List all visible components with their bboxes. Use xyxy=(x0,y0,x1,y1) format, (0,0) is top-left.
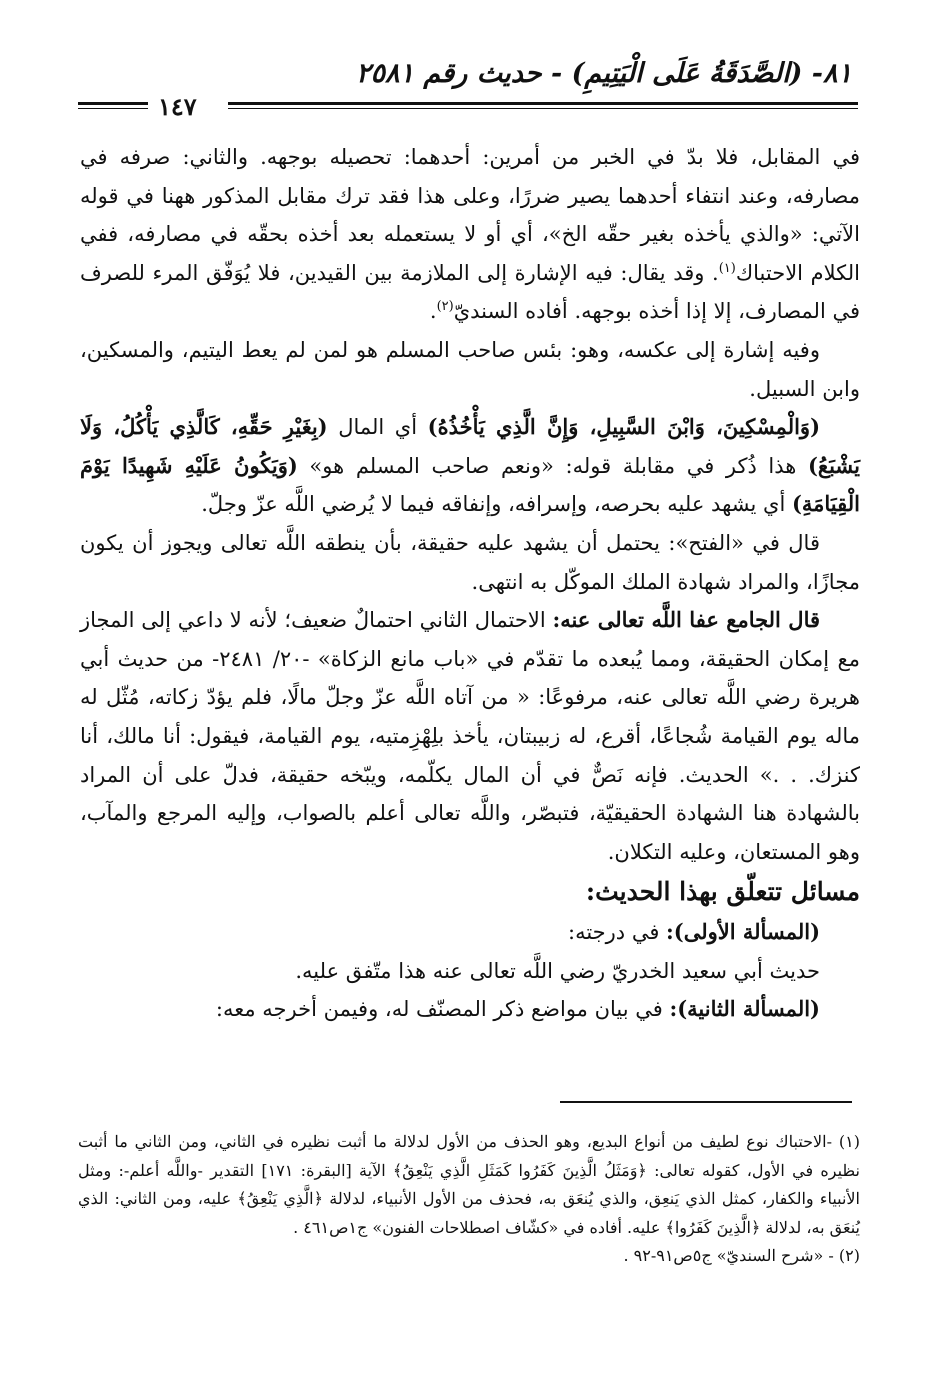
header-rule-short xyxy=(78,102,148,109)
footnote-ref-1: (١) xyxy=(718,260,736,276)
question-2 xyxy=(80,990,860,1029)
footnote-ref-2: (٢) xyxy=(436,299,454,315)
paragraph-3-text-3: أي يشهد عليه بحرصه، وإسرافه، وإنفاقه فيما لا يُرضي اللَّه عزّ وجلّ. xyxy=(201,492,792,517)
page-header xyxy=(78,58,858,121)
paragraph-4: قال في «الفتح»: يحتمل أن يشهد عليه حقيقة، بأن ينطقه اللَّه تعالى ويجوز أن يكون مجازًا، والمراد شهادة الملك الموكّل به انتهى. xyxy=(80,530,860,594)
paragraph-5 xyxy=(80,601,860,871)
paragraph-1 xyxy=(80,138,860,331)
question-1-body: حديث أبي سعيد الخدريّ رضي اللَّه تعالى عنه هذا متّفق عليه. xyxy=(295,958,820,983)
running-title: ٨١- (الصَّدَقَةُ عَلَى الْيَتِيمِ) - حديث رقم ٢٥٨١ xyxy=(356,58,852,89)
paragraph-3-text-1: أي المال xyxy=(327,415,428,440)
hadith-quote-2: (بِغَيْرِ حَقِّهِ، كَالَّذِي يَأْكُلُ، وَلَا يَشْبَعُ) xyxy=(80,414,861,478)
hadith-quote-1: (وَالْمِسْكِينَ، وَابْنَ السَّبِيلِ، وَإِنَّ الَّذِي يَأْخُذُهُ) xyxy=(427,414,821,440)
paragraph-5-text: الاحتمال الثاني احتمالٌ ضعيف؛ لأنه لا داعي إلى المجاز مع إمكان الحقيقة، ومما يُبعده ما تقدّم في «باب مانع الزكاة» -٢٠/ ٢٤٨١- من حديث أبي هريرة رضي اللَّه تعالى عنه، مرفوعًا: « من آتاه اللَّه عزّ وجلّ مالًا، فلم يؤدّ زكاته، مُثّل له ماله يوم القيامة شُجاعًا، أقرع، له زبيبتان، يأخذ بلِهْزِمتيه، يوم القيامة، فيقول: أنا مالك، أنا كنزك. . .» الحديث. فإنه نَصٌّ في أن المال يكلّمه، ويبّخه حقيقة، فدلّ على أن المراد بالشهادة هنا الشهادة الحقيقيّة، فتبصّر، واللَّه تعالى أعلم بالصواب، وإليه المرجع والمآب، وهو المستعان، وعليه التكلان. xyxy=(80,608,860,864)
paragraph-2: وفيه إشارة إلى عكسه، وهو: بئس صاحب المسلم هو لمن لم يعط اليتيم، والمسكين، وابن السبيل. xyxy=(80,337,860,401)
question-2-label: (المسألة الثانية): xyxy=(669,996,820,1022)
question-1 xyxy=(80,913,860,952)
question-1-text: في درجته: xyxy=(568,920,667,945)
section-heading: مسائل تتعلّق بهذا الحديث: xyxy=(585,877,860,907)
hadith-quote-3: (وَيَكُونُ عَلَيْهِ شَهِيدًا يَوْمَ الْقِيَامَةِ) xyxy=(80,452,860,517)
paragraph-3 xyxy=(80,408,860,524)
paragraph-1-continued: . وقد يقال: فيه الإشارة إلى الملازمة بين القيدين، فلا يُوَفّق المرء للصرف في المصارف، إلا إذا أخذه بوجهه. أفاده السنديّ xyxy=(80,260,860,324)
question-1-label: (المسألة الأولى): xyxy=(666,919,820,945)
paragraph-1-text: في المقابل، فلا بدّ في الخبر من أمرين: أحدهما: تحصيله بوجهه. والثاني: صرفه في مصارفه، وعند انتفاء أحدهما يصير ضررًا، وعلى هذا فقد ترك مقابل المذكور ههنا في قوله الآتي: «والذي يأخذه بغير حقّه الخ»، أي أو لا يستعمله بعد أخذه بحقّه في مصارفه، ففي الكلام الاحتباك xyxy=(80,145,860,285)
header-rule-long xyxy=(228,102,858,109)
footnote-separator xyxy=(560,1101,852,1103)
footnote-1: (١) -الاحتباك نوع لطيف من أنواع البديع، وهو الحذف من الأول لدلالة ما أثبت نظيره في الثاني، ومن الثاني ما أثبت نظيره في الأول، كقوله تعالى: ﴿وَمَثَلُ الَّذِينَ كَفَرُوا كَمَثَلِ الَّذِي يَنْعِقُ﴾ الآية [البقرة: ١٧١] التقدير -واللَّه أعلم-: ومثل الأنبياء والكفار، كمثل الذي يَنعِق، والذي يُنعَق به، فحذف من الأول الأنبياء، لدلالة ﴿الَّذِي يَنْعِقُ﴾ عليه، ومن الثاني: الذي يُنعَق به، لدلالة ﴿الَّذِينَ كَفَرُوا﴾ عليه. أفاده في «كشّاف اصطلاحات الفنون» ج١ص٤٦١ . xyxy=(78,1132,860,1237)
question-2-text: في بيان مواضع ذكر المصنّف له، وفيمن أخرجه معه: xyxy=(215,997,670,1022)
footnote-2: (٢) - «شرح السنديّ» ج٥ص٩١-٩٢ . xyxy=(623,1246,860,1265)
compiler-note-label: قال الجامع عفا اللَّه تعالى عنه: xyxy=(552,607,821,633)
footnotes xyxy=(78,1128,860,1271)
main-text xyxy=(80,138,860,1029)
page-number: ١٤٧ xyxy=(158,92,197,121)
paragraph-3-text-2: هذا ذُكر في مقابلة قوله: «ونعم صاحب المسلم هو» xyxy=(297,453,808,478)
paragraph-1-end: . xyxy=(429,299,437,324)
